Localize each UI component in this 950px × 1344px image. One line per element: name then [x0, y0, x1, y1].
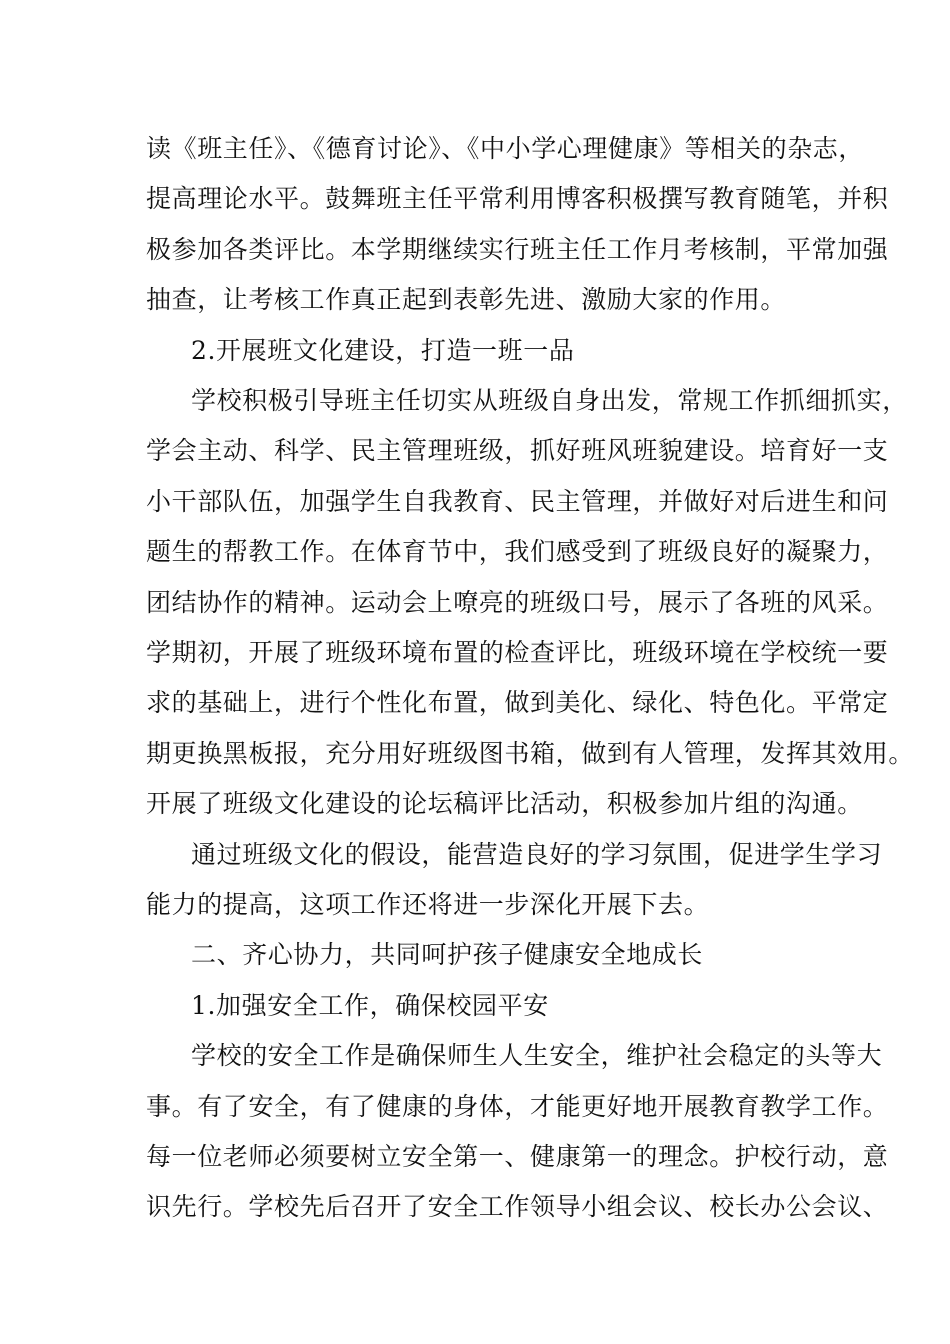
text-line: 学会主动、科学、民主管理班级，抓好班风班貌建设。培育好一支 — [146, 436, 889, 465]
text-line: 识先行。学校先后召开了安全工作领导小组会议、校长办公会议、 — [146, 1192, 889, 1221]
text-line: 提高理论水平。鼓舞班主任平常利用博客积极撰写教育随笔，并积 — [146, 184, 889, 213]
text-line: 学校积极引导班主任切实从班级自身出发，常规工作抓细抓实， — [191, 386, 908, 415]
text-line: 极参加各类评比。本学期继续实行班主任工作月考核制，平常加强 — [146, 235, 889, 264]
text-line: 团结协作的精神。运动会上嘹亮的班级口号，展示了各班的风采。 — [146, 588, 889, 617]
text-line: 每一位老师必须要树立安全第一、健康第一的理念。护校行动，意 — [146, 1142, 889, 1171]
text-line: 读《班主任》、《德育讨论》、《中小学心理健康》等相关的杂志， — [146, 134, 865, 163]
subsection-heading: 1.加强安全工作，确保校园平安 — [191, 991, 549, 1020]
text-line: 题生的帮教工作。在体育节中，我们感受到了班级良好的凝聚力， — [146, 537, 889, 566]
text-line: 期更换黑板报，充分用好班级图书箱，做到有人管理，发挥其效用。 — [146, 739, 915, 768]
text-line: 求的基础上，进行个性化布置，做到美化、绿化、特色化。平常定 — [146, 688, 889, 717]
text-line: 抽查，让考核工作真正起到表彰先进、激励大家的作用。 — [146, 285, 787, 314]
text-line: 开展了班级文化建设的论坛稿评比活动，积极参加片组的沟通。 — [146, 789, 863, 818]
section-heading: 2.开展班文化建设，打造一班一品 — [191, 336, 575, 365]
text-line: 小干部队伍，加强学生自我教育、民主管理，并做好对后进生和问 — [146, 487, 889, 516]
text-line: 学校的安全工作是确保师生人生安全，维护社会稳定的头等大 — [191, 1041, 883, 1070]
text-line: 学期初，开展了班级环境布置的检查评比，班级环境在学校统一要 — [146, 638, 889, 667]
text-line: 能力的提高，这项工作还将进一步深化开展下去。 — [146, 890, 710, 919]
section-heading: 二、齐心协力，共同呵护孩子健康安全地成长 — [191, 940, 704, 969]
text-line: 通过班级文化的假设，能营造良好的学习氛围，促进学生学习 — [191, 840, 883, 869]
text-line: 事。有了安全，有了健康的身体，才能更好地开展教育教学工作。 — [146, 1092, 889, 1121]
